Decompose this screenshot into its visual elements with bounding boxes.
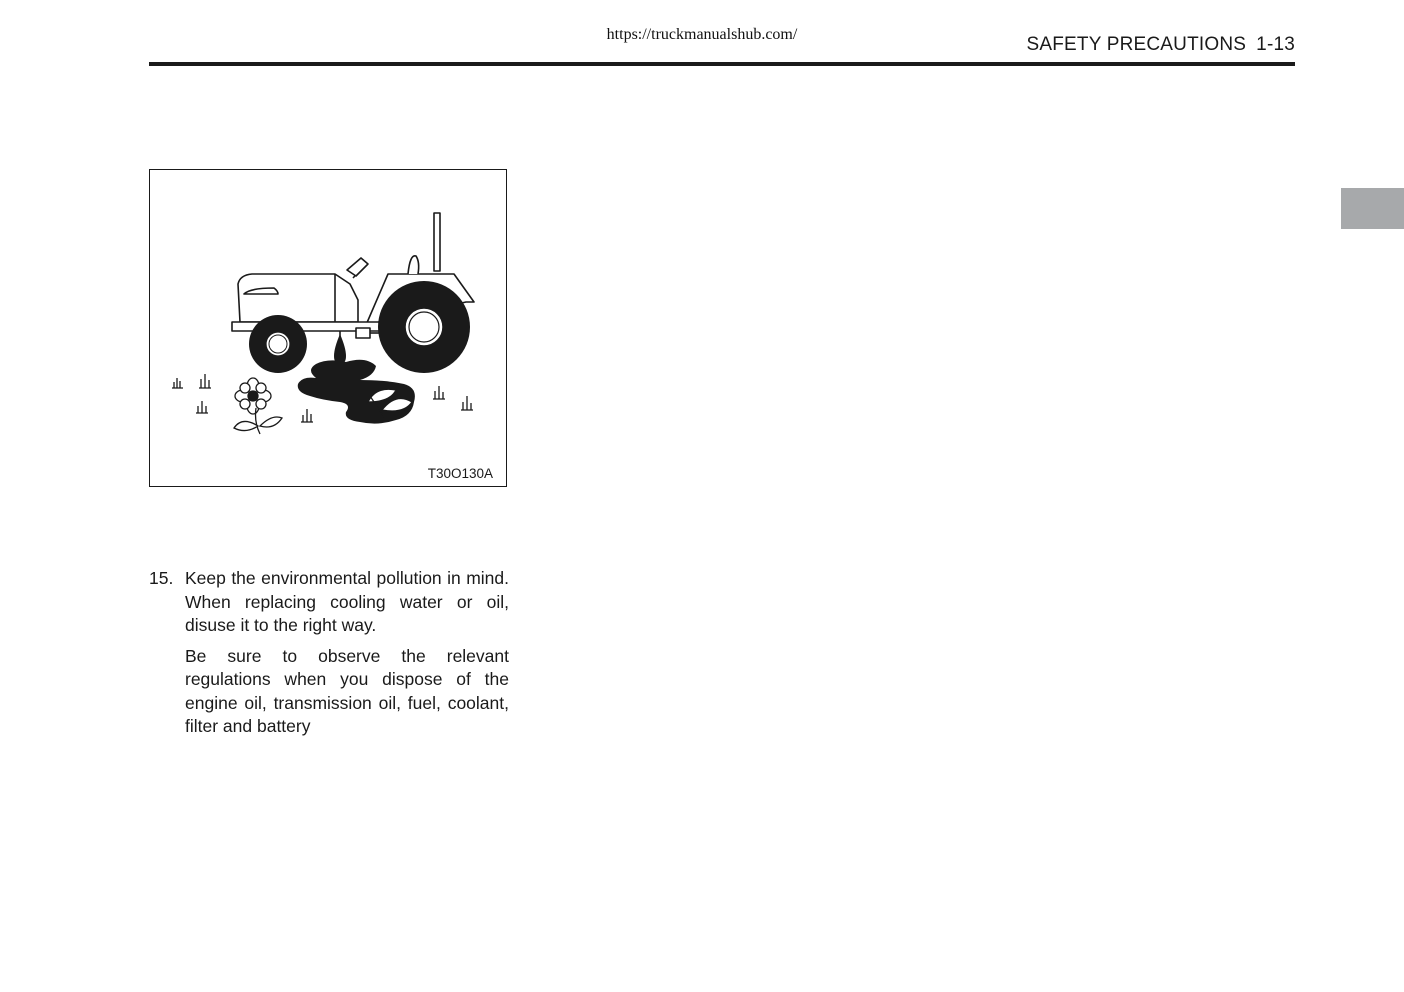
section-tab-marker [1341, 188, 1404, 229]
figure-tractor-oil-spill [149, 169, 507, 487]
tractor-oil-spill-illustration [150, 170, 506, 486]
page-number: 1-13 [1256, 34, 1295, 55]
item-number: 15. [149, 568, 174, 588]
list-item-15 [149, 567, 509, 739]
item-paragraph-1 [149, 567, 509, 638]
item-text-1: Keep the environmental pollution in mind. When replacing cooling water or oil, disuse it to the right way. [185, 568, 509, 635]
source-url: https://truckmanualshub.com/ [606, 26, 798, 43]
figure-code: T30O130A [427, 466, 493, 481]
page-header [1026, 34, 1295, 56]
header-rule [149, 62, 1295, 66]
section-title: SAFETY PRECAUTIONS [1026, 34, 1247, 55]
item-paragraph-2: Be sure to observe the relevant regulations when you dispose of the engine oil, transmission oil, fuel, coolant, filter and battery [185, 645, 509, 736]
